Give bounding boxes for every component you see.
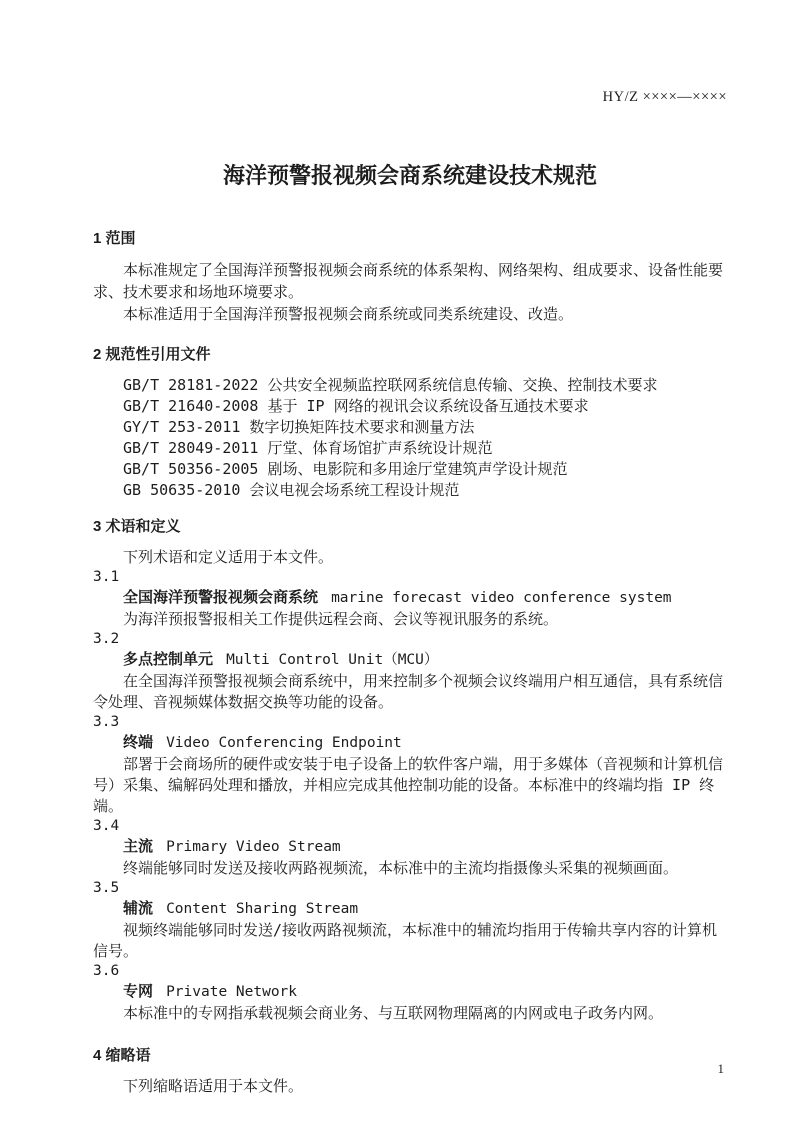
section-normative-references [93, 345, 727, 501]
term-name-en: marine forecast video conference system [331, 590, 672, 606]
document-title: 海洋预警报视频会商系统建设技术规范 [222, 163, 597, 188]
term-title-line [93, 898, 727, 920]
term-definition: 视频终端能够同时发送/接收两路视频流，本标准中的辅流均指用于传输共享内容的计算机信号。 [93, 921, 718, 960]
term-definition: 为海洋预报警报相关工作提供远程会商、会议等视讯服务的系统。 [123, 610, 559, 628]
reference-item: GB/T 21640-2008 基于 IP 网络的视讯会议系统设备互通技术要求 [123, 397, 589, 415]
reference-item: GB/T 28181-2022 公共安全视频监控联网系统信息传输、交换、控制技术要求 [123, 376, 658, 394]
term-number: 3.4 [93, 818, 120, 834]
scope-paragraph-1: 本标准规定了全国海洋预警报视频会商系统的体系架构、网络架构、组成要求、设备性能要求、技术要求和场地环境要求。 [93, 261, 724, 301]
term-title-line [93, 981, 727, 1003]
term-name-zh: 多点控制单元 [123, 651, 214, 668]
reference-item: GB 50635-2010 会议电视会场系统工程设计规范 [123, 481, 460, 499]
term-name-zh: 专网 [123, 983, 154, 1000]
term-entry [93, 879, 727, 962]
abbreviations-intro: 下列缩略语适用于本文件。 [123, 1077, 304, 1095]
section-terms-definitions [93, 517, 727, 1024]
standard-doc-code: HY/Z ××××—×××× [602, 89, 727, 105]
section-abbreviations-heading: 4 缩略语 [93, 1047, 151, 1064]
term-title-line [93, 836, 727, 858]
section-references-heading: 2 规范性引用文件 [93, 346, 211, 363]
term-name-en: Private Network [166, 984, 298, 1000]
term-title-line [93, 649, 727, 671]
term-definition: 本标准中的专网指承载视频会商业务、与互联网物理隔离的内网或电子政务内网。 [123, 1004, 664, 1022]
term-number: 3.2 [93, 631, 120, 647]
term-definition: 终端能够同时发送及接收两路视频流，本标准中的主流均指摄像头采集的视频画面。 [123, 859, 679, 877]
term-name-zh: 辅流 [123, 900, 154, 917]
page-number: 1 [717, 1061, 724, 1076]
term-number: 3.5 [93, 880, 120, 896]
reference-item: GY/T 253-2011 数字切换矩阵技术要求和测量方法 [123, 418, 475, 436]
reference-list [93, 375, 727, 501]
section-scope-heading: 1 范围 [93, 230, 136, 247]
term-name-en: Primary Video Stream [166, 839, 341, 855]
term-number: 3.1 [93, 569, 120, 585]
term-number: 3.6 [93, 963, 120, 979]
term-name-zh: 终端 [123, 734, 154, 751]
term-entry [93, 568, 727, 630]
term-name-en: Content Sharing Stream [166, 901, 359, 917]
term-name-zh: 主流 [123, 838, 154, 855]
term-entry [93, 962, 727, 1024]
term-definition: 部署于会商场所的硬件或安装于电子设备上的软件客户端，用于多媒体（音视频和计算机信号）采集、编解码处理和播放，并相应完成其他控制功能的设备。本标准中的终端均指 IP 终端。 [93, 755, 724, 815]
section-abbreviations [93, 1046, 727, 1097]
reference-item: GB/T 28049-2011 厅堂、体育场馆扩声系统设计规范 [123, 439, 493, 457]
term-name-en: Video Conferencing Endpoint [166, 735, 402, 751]
terms-intro: 下列术语和定义适用于本文件。 [123, 548, 334, 566]
term-entry [93, 817, 727, 879]
term-name-en: Multi Control Unit（MCU） [226, 652, 439, 668]
section-terms-heading: 3 术语和定义 [93, 518, 181, 535]
term-name-zh: 全国海洋预警报视频会商系统 [123, 589, 319, 606]
term-definition: 在全国海洋预警报视频会商系统中，用来控制多个视频会议终端用户相互通信，具有系统信令处理、音视频媒体数据交换等功能的设备。 [93, 672, 724, 711]
term-entry [93, 630, 727, 713]
term-entry [93, 713, 727, 817]
section-scope [93, 229, 727, 325]
term-title-line [93, 587, 727, 609]
reference-item: GB/T 50356-2005 剧场、电影院和多用途厅堂建筑声学设计规范 [123, 460, 568, 478]
scope-paragraph-2: 本标准适用于全国海洋预警报视频会商系统或同类系统建设、改造。 [123, 305, 574, 323]
term-title-line [93, 732, 727, 754]
term-number: 3.3 [93, 714, 120, 730]
